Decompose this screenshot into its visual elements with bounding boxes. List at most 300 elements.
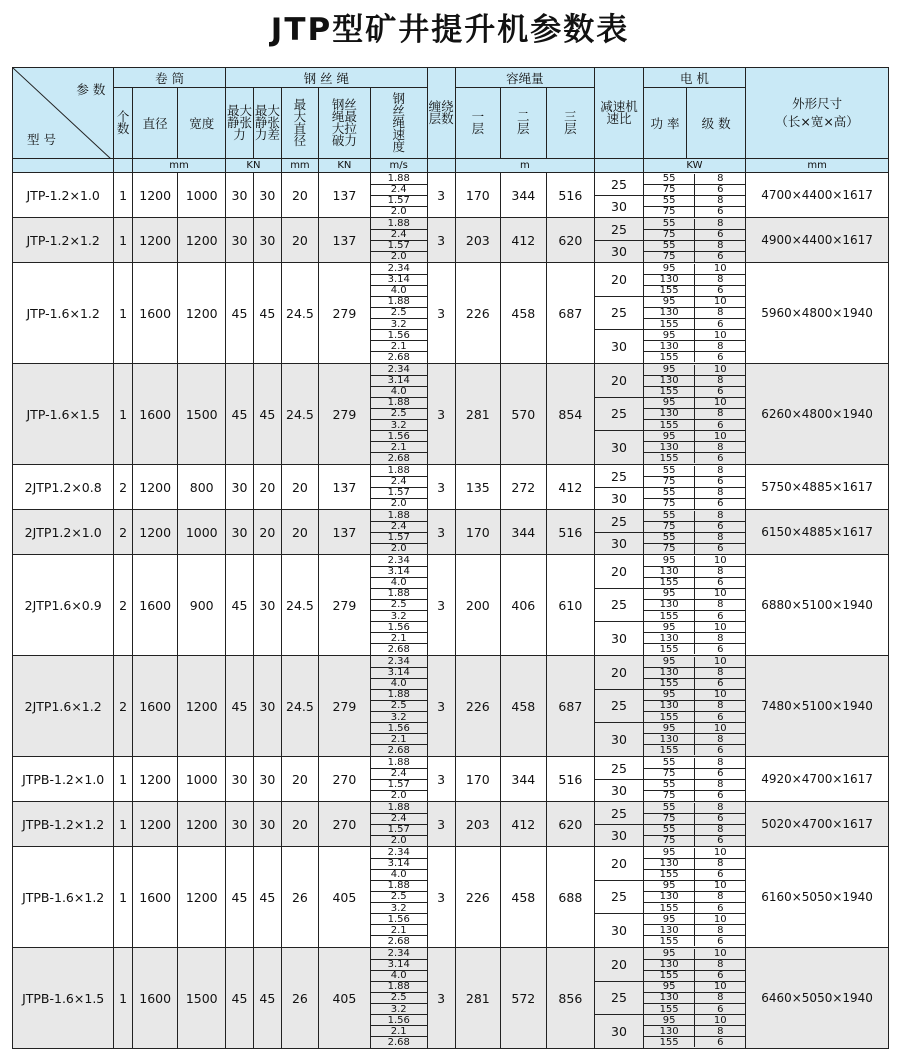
rope-speed-value: 3.14 <box>371 667 427 678</box>
layer2-capacity-cell: 572 <box>501 948 546 1049</box>
motor-power-value: 155 <box>644 453 695 464</box>
rope-speed-value: 2.5 <box>371 700 427 711</box>
motor-poles-value: 6 <box>695 285 745 296</box>
layer2-capacity-cell: 406 <box>501 555 546 656</box>
layer1-header: 一层 <box>455 88 500 159</box>
motor-power-value: 130 <box>644 375 695 386</box>
count-cell: 1 <box>114 218 133 263</box>
poles-header: 级 数 <box>687 88 746 159</box>
motor-poles-value: 10 <box>695 330 745 341</box>
motor-cell <box>643 218 745 263</box>
model-cell: 2JTP1.6×1.2 <box>13 656 114 757</box>
motor-poles-value: 10 <box>695 622 745 633</box>
motor-poles-value: 8 <box>695 240 745 251</box>
drum-diameter-cell: 1200 <box>132 465 177 510</box>
rope-speed-value: 3.2 <box>371 611 427 622</box>
tension-cell: 30 <box>226 510 254 555</box>
motor-power-value: 155 <box>644 1004 695 1015</box>
winding-layers-cell: 3 <box>427 218 455 263</box>
motor-poles-value: 6 <box>695 577 745 588</box>
motor-power-value: 75 <box>644 790 695 801</box>
winding-layers-cell: 3 <box>427 465 455 510</box>
corner-bottom-label: 型 号 <box>27 132 56 147</box>
layer1-capacity-cell: 200 <box>455 555 500 656</box>
rope-speed-value: 2.4 <box>371 521 427 532</box>
layer3-capacity-cell: 620 <box>546 218 595 263</box>
rope-speed-value: 2.5 <box>371 307 427 318</box>
rope-speed-cell <box>370 510 427 555</box>
tension-diff-cell: 30 <box>253 218 281 263</box>
motor-poles-value: 10 <box>695 949 745 960</box>
rope-speed-value: 1.88 <box>371 588 427 599</box>
reduction-ratio-cell <box>595 510 644 555</box>
rope-speed-value: 1.88 <box>371 689 427 700</box>
motor-poles-value: 10 <box>695 365 745 376</box>
break-force-cell: 137 <box>319 510 371 555</box>
reduction-ratio-value: 25 <box>595 588 643 621</box>
winding-layers-cell: 3 <box>427 802 455 847</box>
rope-speed-value: 2.68 <box>371 936 427 947</box>
model-cell: JTP-1.2×1.0 <box>13 173 114 218</box>
layer1-capacity-cell: 226 <box>455 847 500 948</box>
reduction-ratio-cell <box>595 555 644 656</box>
motor-power-value: 75 <box>644 768 695 779</box>
reduction-ratio-value: 30 <box>595 622 643 655</box>
motor-power-value: 95 <box>644 689 695 700</box>
drum-width-cell: 1000 <box>178 510 226 555</box>
motor-power-value: 130 <box>644 442 695 453</box>
motor-poles-value: 10 <box>695 264 745 275</box>
rope-diameter-cell: 20 <box>281 510 318 555</box>
layer1-capacity-cell: 203 <box>455 218 500 263</box>
rope-speed-value: 2.1 <box>371 341 427 352</box>
layer3-capacity-cell: 516 <box>546 510 595 555</box>
reduction-ratio-value: 30 <box>595 195 643 217</box>
corner-top-label: 参 数 <box>76 82 106 97</box>
rope-speed-value: 2.34 <box>387 656 410 668</box>
reduction-ratio-value: 20 <box>611 957 627 973</box>
motor-power-value: 155 <box>644 903 695 914</box>
winding-layers-cell: 3 <box>427 757 455 802</box>
rope-speed-value: 1.88 <box>387 757 410 768</box>
rope-speed-value: 2.1 <box>371 734 427 745</box>
winding-layers-cell: 3 <box>427 364 455 465</box>
winding-layers-cell: 3 <box>427 656 455 757</box>
rope-speed-value: 2.4 <box>371 184 427 195</box>
motor-poles-value: 10 <box>695 848 745 859</box>
motor-power-value: 130 <box>644 633 695 644</box>
layer1-capacity-cell: 226 <box>455 656 500 757</box>
motor-power-value: 130 <box>644 1026 695 1037</box>
rope-speed-value: 3.14 <box>371 566 427 577</box>
break-force-cell: 279 <box>319 555 371 656</box>
tension-cell: 30 <box>226 173 254 218</box>
motor-poles-value: 8 <box>695 824 745 835</box>
reduction-ratio-value: 25 <box>611 805 627 821</box>
motor-power-value: 95 <box>644 588 695 599</box>
layer3-capacity-cell: 610 <box>546 555 595 656</box>
drum-diameter-cell: 1600 <box>132 656 177 757</box>
motor-power-value: 130 <box>644 992 695 1003</box>
reduction-ratio-cell <box>595 802 644 847</box>
rope-diameter-cell: 20 <box>281 465 318 510</box>
motor-poles-value: 8 <box>695 803 745 814</box>
reduction-ratio-cell <box>595 465 644 510</box>
drum-diameter-cell: 1200 <box>132 173 177 218</box>
rope-speed-cell <box>370 173 427 218</box>
rope-diameter-cell: 24.5 <box>281 263 318 364</box>
motor-power-value: 95 <box>644 880 695 891</box>
model-cell: JTPB-1.2×1.2 <box>13 802 114 847</box>
drum-diameter-cell: 1600 <box>132 263 177 364</box>
tension-diff-cell: 45 <box>253 948 281 1049</box>
motor-power-value: 75 <box>644 476 695 487</box>
rope-speed-cell <box>370 948 427 1049</box>
count-cell: 1 <box>114 364 133 465</box>
motor-poles-value: 10 <box>695 588 745 599</box>
motor-cell <box>643 847 745 948</box>
motor-poles-value: 6 <box>695 970 745 981</box>
motor-poles-value: 6 <box>695 319 745 330</box>
rope-speed-value: 4.0 <box>371 386 427 397</box>
tension-cell: 30 <box>226 802 254 847</box>
rope-speed-value: 1.88 <box>371 981 427 992</box>
tension-cell: 30 <box>226 218 254 263</box>
table-row <box>13 948 889 1049</box>
rope-diameter-cell: 20 <box>281 218 318 263</box>
rope-speed-cell <box>370 465 427 510</box>
dimensions-cell: 6160×5050×1940 <box>746 847 889 948</box>
dimensions-cell: 7480×5100×1940 <box>746 656 889 757</box>
motor-power-value: 155 <box>644 869 695 880</box>
rope-speed-value: 2.0 <box>371 790 427 801</box>
rope-diameter-cell: 20 <box>281 173 318 218</box>
reduction-ratio-value: 30 <box>595 532 643 554</box>
reduction-ratio-value: 30 <box>595 330 643 363</box>
unit-m: m <box>455 159 595 173</box>
rope-speed-header: 钢丝绳速度 <box>370 88 427 159</box>
reduction-ratio-value: 30 <box>595 487 643 509</box>
tension-cell: 45 <box>226 656 254 757</box>
table-row <box>13 263 889 364</box>
reduction-ratio-cell <box>595 948 644 1049</box>
motor-poles-value: 8 <box>695 891 745 902</box>
motor-power-value: 75 <box>644 251 695 262</box>
motor-poles-value: 8 <box>695 442 745 453</box>
dimensions-cell: 5020×4700×1617 <box>746 802 889 847</box>
motor-power-value: 130 <box>644 307 695 318</box>
motor-header: 电 机 <box>643 68 745 88</box>
reduction-ratio-cell <box>595 173 644 218</box>
tension-cell: 45 <box>226 364 254 465</box>
page-title: JTP型矿井提升机参数表 <box>270 12 630 48</box>
reduction-ratio-cell <box>595 364 644 465</box>
break-force-cell: 137 <box>319 173 371 218</box>
layer3-capacity-cell: 856 <box>546 948 595 1049</box>
reduction-ratio-value: 20 <box>611 856 627 872</box>
motor-poles-value: 10 <box>695 1015 745 1026</box>
rope-speed-value: 3.2 <box>371 420 427 431</box>
reduction-ratio-value: 25 <box>611 760 627 776</box>
rope-speed-value: 2.34 <box>387 948 410 960</box>
rope-speed-value: 3.14 <box>371 375 427 386</box>
motor-power-value: 130 <box>644 667 695 678</box>
drum-width-cell: 1200 <box>178 847 226 948</box>
motor-power-value: 55 <box>644 532 695 543</box>
motor-poles-value: 8 <box>695 779 745 790</box>
reduction-ratio-cell <box>595 757 644 802</box>
model-cell: JTPB-1.2×1.0 <box>13 757 114 802</box>
rope-speed-value: 4.0 <box>371 869 427 880</box>
rope-speed-value: 1.56 <box>371 723 427 734</box>
rope-speed-value: 1.57 <box>371 240 427 251</box>
tension-cell: 30 <box>226 757 254 802</box>
layer2-capacity-cell: 344 <box>501 757 546 802</box>
motor-poles-value: 6 <box>695 476 745 487</box>
winding-layers-cell: 3 <box>427 263 455 364</box>
tension-diff-cell: 20 <box>253 465 281 510</box>
motor-power-value: 155 <box>644 712 695 723</box>
reduction-ratio-value: 30 <box>595 779 643 801</box>
rope-speed-value: 1.88 <box>371 880 427 891</box>
drum-header: 卷 筒 <box>114 68 226 88</box>
rope-diameter-cell: 20 <box>281 802 318 847</box>
motor-poles-value: 10 <box>695 556 745 567</box>
tension-diff-header: 最大静张力差 <box>253 88 281 159</box>
motor-power-value: 155 <box>644 420 695 431</box>
motor-power-value: 130 <box>644 959 695 970</box>
motor-power-value: 95 <box>644 330 695 341</box>
rope-diameter-cell: 24.5 <box>281 656 318 757</box>
layer1-capacity-cell: 135 <box>455 465 500 510</box>
count-cell: 1 <box>114 948 133 1049</box>
rope-speed-value: 2.0 <box>371 206 427 217</box>
rope-speed-cell <box>370 555 427 656</box>
rope-speed-cell <box>370 847 427 948</box>
motor-poles-value: 10 <box>695 723 745 734</box>
layer1-capacity-cell: 226 <box>455 263 500 364</box>
break-force-header: 钢丝绳最大拉破力 <box>319 88 371 159</box>
drum-width-cell: 1200 <box>178 802 226 847</box>
break-force-cell: 137 <box>319 218 371 263</box>
dimensions-cell: 6460×5050×1940 <box>746 948 889 1049</box>
table-row <box>13 757 889 802</box>
unit-mm-rope: mm <box>281 159 318 173</box>
tension-cell: 45 <box>226 263 254 364</box>
motor-poles-value: 6 <box>695 184 745 195</box>
motor-poles-value: 10 <box>695 880 745 891</box>
count-cell: 1 <box>114 173 133 218</box>
motor-power-value: 155 <box>644 577 695 588</box>
motor-power-value: 55 <box>662 465 676 476</box>
rope-speed-value: 2.1 <box>371 633 427 644</box>
break-force-cell: 405 <box>319 847 371 948</box>
motor-poles-value: 8 <box>695 195 745 206</box>
motor-poles-value: 8 <box>695 219 745 230</box>
rope-speed-value: 1.56 <box>371 1015 427 1026</box>
rope-speed-value: 1.88 <box>371 397 427 408</box>
count-cell: 1 <box>114 263 133 364</box>
motor-cell <box>643 465 745 510</box>
table-row <box>13 510 889 555</box>
rope-diameter-cell: 26 <box>281 847 318 948</box>
motor-power-value: 75 <box>644 543 695 554</box>
rope-speed-value: 2.0 <box>371 498 427 509</box>
rope-speed-value: 3.2 <box>371 1004 427 1015</box>
rope-speed-value: 2.5 <box>371 891 427 902</box>
motor-power-value: 130 <box>644 566 695 577</box>
motor-poles-value: 8 <box>695 466 745 477</box>
motor-poles-value: 6 <box>695 790 745 801</box>
motor-power-value: 55 <box>644 779 695 790</box>
rope-speed-value: 1.56 <box>371 431 427 442</box>
dimensions-cell: 6150×4885×1617 <box>746 510 889 555</box>
motor-power-value: 75 <box>644 498 695 509</box>
drum-width-cell: 900 <box>178 555 226 656</box>
drum-width-cell: 800 <box>178 465 226 510</box>
layer3-capacity-cell: 516 <box>546 757 595 802</box>
motor-power-value: 55 <box>662 510 676 521</box>
reduction-ratio-value: 30 <box>595 824 643 846</box>
model-cell: 2JTP1.6×0.9 <box>13 555 114 656</box>
motor-poles-value: 8 <box>695 734 745 745</box>
motor-power-value: 155 <box>644 936 695 947</box>
rope-speed-value: 1.56 <box>371 330 427 341</box>
rope-diameter-header: 最大直径 <box>281 88 318 159</box>
motor-power-value: 75 <box>644 229 695 240</box>
rope-speed-value: 2.5 <box>371 599 427 610</box>
drum-width-cell: 1200 <box>178 218 226 263</box>
layer2-capacity-cell: 272 <box>501 465 546 510</box>
reduction-ratio-value: 25 <box>611 176 627 192</box>
rope-speed-value: 2.4 <box>371 229 427 240</box>
tension-header: 最大静张力 <box>226 88 254 159</box>
motor-power-value: 155 <box>644 970 695 981</box>
drum-diameter-cell: 1200 <box>132 757 177 802</box>
motor-poles-value: 10 <box>695 657 745 668</box>
reduction-ratio-value: 20 <box>611 272 627 288</box>
reduction-ratio-value: 25 <box>595 296 643 329</box>
motor-poles-value: 8 <box>695 959 745 970</box>
layer3-capacity-cell: 687 <box>546 263 595 364</box>
tension-cell: 30 <box>226 465 254 510</box>
winding-layers-cell: 3 <box>427 173 455 218</box>
reduction-ratio-value: 25 <box>595 880 643 913</box>
rope-speed-value: 1.57 <box>371 532 427 543</box>
motor-cell <box>643 656 745 757</box>
tension-cell: 45 <box>226 847 254 948</box>
dims-header: 外形尺寸 （长×宽×高） <box>746 68 889 159</box>
model-cell: JTPB-1.6×1.5 <box>13 948 114 1049</box>
unit-mm-dims: mm <box>746 159 889 173</box>
break-force-cell: 405 <box>319 948 371 1049</box>
motor-power-value: 155 <box>644 644 695 655</box>
break-force-cell: 279 <box>319 656 371 757</box>
motor-poles-value: 6 <box>695 678 745 689</box>
motor-poles-value: 6 <box>695 712 745 723</box>
tension-diff-cell: 30 <box>253 656 281 757</box>
motor-power-value: 130 <box>644 700 695 711</box>
tension-diff-cell: 20 <box>253 510 281 555</box>
reduction-header: 减速机速比 <box>595 68 644 159</box>
drum-diameter-cell: 1600 <box>132 948 177 1049</box>
motor-poles-value: 6 <box>695 206 745 217</box>
count-cell: 2 <box>114 465 133 510</box>
layer2-capacity-cell: 458 <box>501 847 546 948</box>
rope-speed-value: 2.0 <box>371 543 427 554</box>
motor-power-value: 55 <box>644 195 695 206</box>
rope-speed-value: 2.34 <box>387 555 410 567</box>
rope-speed-value: 2.0 <box>371 835 427 846</box>
motor-power-value: 55 <box>644 824 695 835</box>
capacity-header: 容绳量 <box>455 68 595 88</box>
layer1-capacity-cell: 203 <box>455 802 500 847</box>
motor-cell <box>643 757 745 802</box>
motor-poles-value: 6 <box>695 835 745 846</box>
layer2-header: 二层 <box>501 88 546 159</box>
winding-layers-cell: 3 <box>427 847 455 948</box>
motor-poles-value: 6 <box>695 498 745 509</box>
motor-poles-value: 8 <box>695 599 745 610</box>
motor-power-value: 75 <box>644 184 695 195</box>
tension-diff-cell: 30 <box>253 802 281 847</box>
power-header: 功 率 <box>643 88 686 159</box>
model-cell: JTPB-1.6×1.2 <box>13 847 114 948</box>
reduction-ratio-value: 25 <box>595 397 643 430</box>
motor-power-value: 155 <box>644 745 695 756</box>
table-row <box>13 218 889 263</box>
model-cell: JTP-1.2×1.2 <box>13 218 114 263</box>
reduction-ratio-value: 30 <box>595 1015 643 1048</box>
dimensions-cell: 5750×4885×1617 <box>746 465 889 510</box>
rope-speed-value: 4.0 <box>371 285 427 296</box>
rope-speed-value: 2.5 <box>371 408 427 419</box>
motor-power-value: 95 <box>662 263 676 275</box>
drum-diameter-cell: 1200 <box>132 510 177 555</box>
reduction-ratio-cell <box>595 263 644 364</box>
count-cell: 1 <box>114 802 133 847</box>
motor-poles-value: 8 <box>695 341 745 352</box>
layer1-capacity-cell: 170 <box>455 757 500 802</box>
motor-power-value: 155 <box>644 285 695 296</box>
motor-power-value: 95 <box>662 656 676 668</box>
rope-speed-value: 2.1 <box>371 1026 427 1037</box>
layer2-capacity-cell: 344 <box>501 173 546 218</box>
motor-power-value: 55 <box>644 240 695 251</box>
motor-poles-value: 8 <box>695 274 745 285</box>
reduction-ratio-cell <box>595 656 644 757</box>
motor-poles-value: 6 <box>695 903 745 914</box>
rope-speed-value: 3.14 <box>371 858 427 869</box>
layer1-capacity-cell: 170 <box>455 510 500 555</box>
motor-cell <box>643 510 745 555</box>
rope-speed-value: 2.4 <box>371 476 427 487</box>
reduction-ratio-value: 30 <box>595 431 643 464</box>
motor-poles-value: 6 <box>695 521 745 532</box>
motor-poles-value: 10 <box>695 914 745 925</box>
motor-poles-value: 8 <box>695 700 745 711</box>
motor-poles-value: 6 <box>695 1004 745 1015</box>
motor-poles-value: 6 <box>695 1037 745 1048</box>
rope-speed-value: 3.2 <box>371 903 427 914</box>
rope-speed-value: 1.57 <box>371 195 427 206</box>
rope-speed-value: 2.68 <box>371 352 427 363</box>
reduction-ratio-value: 25 <box>595 981 643 1014</box>
count-cell: 2 <box>114 656 133 757</box>
drum-diameter-cell: 1200 <box>132 218 177 263</box>
drum-diameter-cell: 1600 <box>132 364 177 465</box>
motor-power-value: 130 <box>644 408 695 419</box>
